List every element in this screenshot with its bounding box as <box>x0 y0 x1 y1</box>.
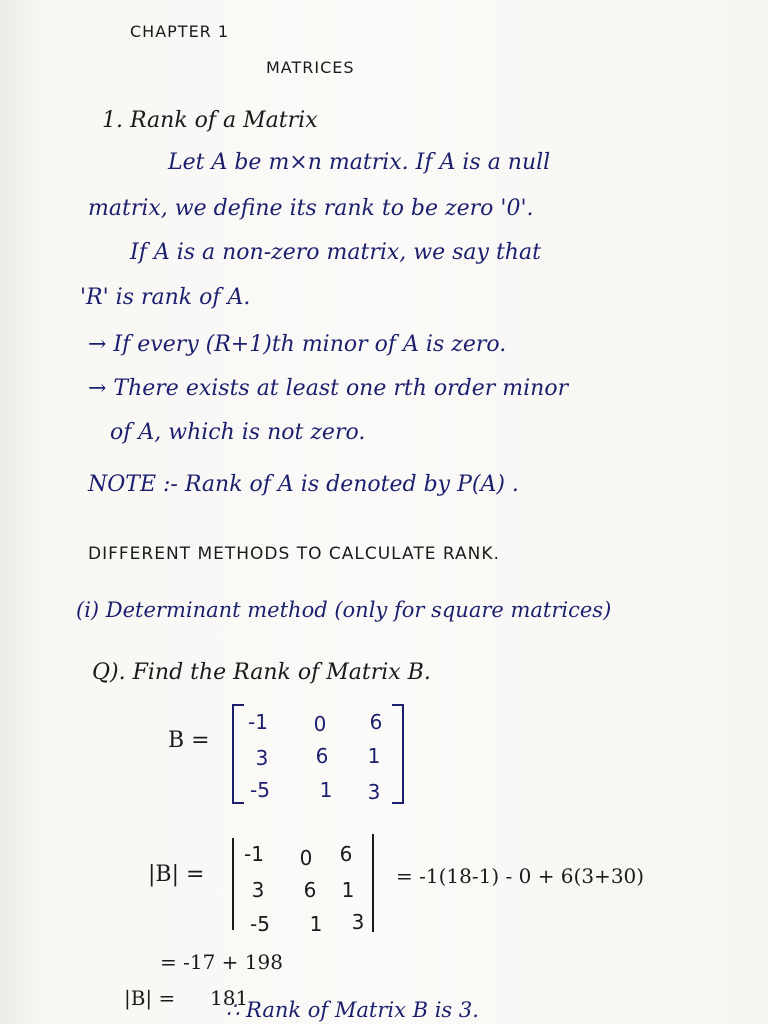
paragraph-line: Let A be m×n matrix. If A is a null <box>168 150 551 175</box>
matrix-cell: 1 <box>367 744 381 768</box>
chapter-label: CHAPTER 1 <box>130 22 230 41</box>
matrix-cell: 3 <box>255 746 269 770</box>
question: Q). Find the Rank of Matrix B. <box>92 660 431 685</box>
result-value: 181 <box>210 986 249 1010</box>
matrix-cell: -1 <box>248 710 268 734</box>
determinant-expansion: = -1(18-1) - 0 + 6(3+30) <box>396 864 645 888</box>
matrix-cell: 6 <box>315 744 329 768</box>
matrix-cell: 0 <box>313 712 327 736</box>
method-item: (i) Determinant method (only for square matrices) <box>76 598 612 622</box>
note: NOTE :- Rank of A is denoted by P(A) . <box>88 472 519 497</box>
condition-bullet: → If every (R+1)th minor of A is zero. <box>88 332 507 357</box>
paragraph-line: 'R' is rank of A. <box>80 285 251 310</box>
determinant-cell: -1 <box>244 842 264 866</box>
determinant-cell: 6 <box>339 842 353 866</box>
calculation-step: = -17 + 198 <box>160 950 283 974</box>
condition-bullet-continued: of A, which is not zero. <box>110 420 366 445</box>
paragraph-line: matrix, we define its rank to be zero '0'. <box>88 196 534 221</box>
matrix-cell: 1 <box>319 778 333 802</box>
matrix-cell: 6 <box>369 710 383 734</box>
condition-bullet: → There exists at least one rth order minor <box>88 376 569 401</box>
determinant-cell: 1 <box>309 912 323 936</box>
determinant-cell: -5 <box>250 912 270 936</box>
methods-heading: DIFFERENT METHODS TO CALCULATE RANK. <box>88 544 500 564</box>
determinant-cell: 3 <box>351 910 365 934</box>
section-heading: 1. Rank of a Matrix <box>102 108 318 133</box>
page-title: MATRICES <box>266 58 355 77</box>
determinant-cell: 3 <box>251 878 265 902</box>
paragraph-line: If A is a non-zero matrix, we say that <box>130 240 541 265</box>
result-label: |B| = <box>124 986 176 1010</box>
matrix-label: B = <box>168 728 210 753</box>
conclusion: ∴ Rank of Matrix B is 3. <box>226 998 479 1022</box>
matrix-cell: 3 <box>367 780 381 804</box>
determinant-label: |B| = <box>148 862 205 887</box>
matrix-cell: -5 <box>250 778 270 802</box>
determinant-cell: 1 <box>341 878 355 902</box>
determinant-cell: 6 <box>303 878 317 902</box>
determinant-cell: 0 <box>299 846 313 870</box>
